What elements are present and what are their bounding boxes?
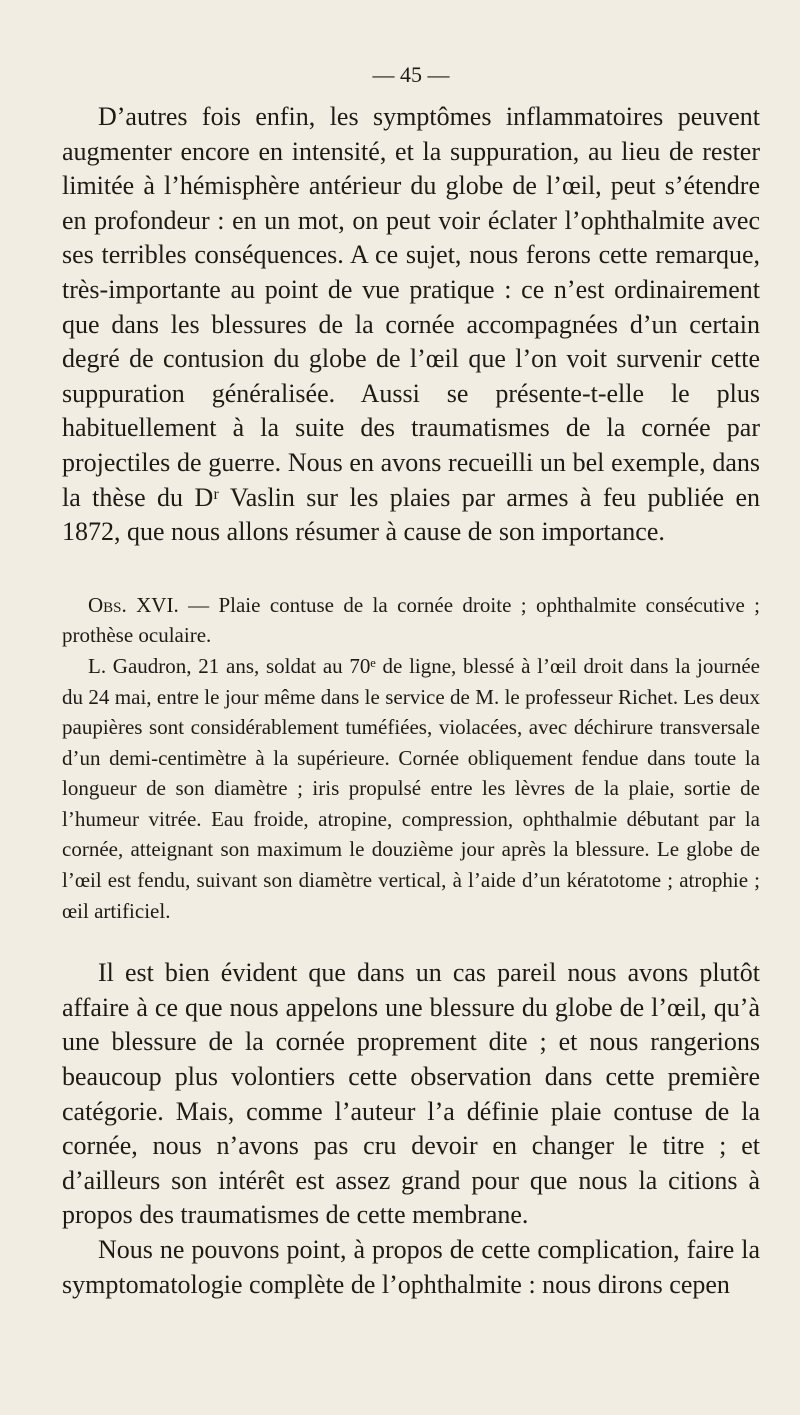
paragraph-intro: D’autres fois enfin, les symptômes inflammatoires peuvent augmenter encore en intensité, et la suppuration, au lieu de rester limitée à l’hémisphère antérieur du globe de l’œil, peut s’étendre en profondeur : en un mot, on peut voir éclater l’ophthalmite avec ses terribles conséquences. A ce sujet, nous ferons cette remarque, très-importante au point de vue pratique : ce n’est ordinairement que dans les blessures de la cornée accompagnées d’un certain degré de contusion du globe de l’œil que l’on voit survenir cette suppuration généralisée. Aussi se présente-t-elle le plus habituellement à la suite des traumatismes de la cornée par projectiles de guerre. Nous en avons recueilli un bel exemple, dans la thèse du Dʳ Vaslin sur les plaies par armes à feu publiée en 1872, que nous allons résumer à cause de son importance. — [62, 102, 760, 547]
observation-body: L. Gaudron, 21 ans, soldat au 70ᵉ de ligne, blessé à l’œil droit dans la journée du 24 mai, entre le jour même dans le service de M. le professeur Richet. Les deux paupières sont considérablement tuméfiées, violacées, avec déchirure transversale d’un demi-centimètre à la supérieure. Cornée obliquement fendue dans toute la longueur de son diamètre ; iris propulsé entre les lèvres de la plaie, sortie de l’humeur vitrée. Eau froide, atropine, compression, ophthalmie débutant par la cornée, atteignant son maximum le douzième jour après la blessure. Le globe de l’œil est fendu, suivant son diamètre vertical, à l’aide d’un kératotome ; atrophie ; œil artificiel. — [62, 653, 760, 923]
paragraph-commentary: Il est bien évident que dans un cas pareil nous avons plutôt affaire à ce que nous appelons une blessure du globe de l’œil, qu’à une blessure de la cornée proprement dite ; et nous rangerions beaucoup plus volontiers cette observation dans cette première catégorie. Mais, comme l’auteur l’a définie plaie contuse de la cornée, nous n’avons pas cru devoir en changer le titre ; et d’ailleurs son intérêt est assez grand pour que nous la citions à propos des traumatismes de cette membrane. — [62, 958, 760, 1230]
closing-paragraphs — [62, 956, 760, 1302]
observation-label: Obs. XVI. — [88, 592, 179, 617]
observation-heading — [62, 590, 760, 651]
paragraph-continuation: Nous ne pouvons point, à propos de cette complication, faire la symptomatologie complète de l’ophthalmite : nous dirons cepen — [62, 1235, 760, 1299]
page-number: — 45 — — [372, 62, 450, 87]
observation-block — [62, 590, 760, 927]
observation-title: — Plaie contuse de la cornée droite ; ophthalmite consécutive ; prothèse oculaire. — [62, 592, 760, 648]
